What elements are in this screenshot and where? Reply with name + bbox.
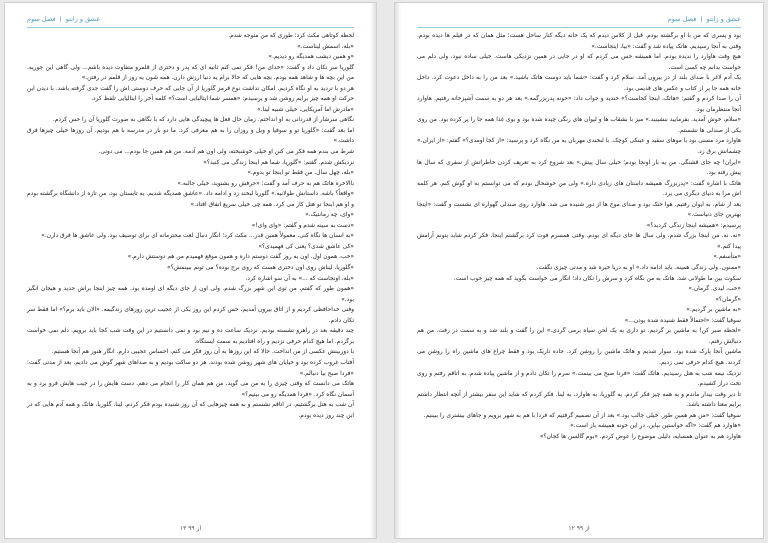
running-head bbox=[27, 15, 354, 23]
paragraph: «به ماشین بر گردیم.» bbox=[686, 307, 741, 314]
paragraph: «دست به سینه شدم و گفتم: «وای وای!» bbox=[251, 222, 354, 229]
paragraph: «گرمان؟» bbox=[715, 296, 741, 303]
paragraph: نگاهی سرشار از قدردانی به او انداختم. زمان حال فعل ها پیچیدگی هایی دارد که با نگاهی به صورت گلوریا آن را حس کردم. bbox=[52, 117, 354, 124]
paragraph: شرط می بندم همه فکر می کنن او خیلی خوشبخته، ولی اون هم آدمه. من هم همین جا بودم... می دونی. bbox=[98, 149, 354, 156]
page-number: ۱۳ از ۹۹ bbox=[179, 525, 202, 532]
paragraph: هیچ وقت هاوارد را ندیده بودم. اما همیشه حس می کردم که او در جایی در همین نزدیکی هاست. خیلی ساده نبود، ولی دلم می خواست بدانم چه کسی است. bbox=[417, 54, 741, 71]
paragraph: هاتک با اشاره گفت: «پدربزرگ همیشه داستان های زیادی داره.» ولی من خوشحال بودم که می توانستم به او گوش کنم. هر کلمه اش مرا به دنیای دیگری می برد. bbox=[417, 180, 741, 198]
paragraph: «وای، چه رمانتیک.» bbox=[305, 212, 354, 219]
paragraph: «بله، چهل سال. من فقط تو اینجا تو بدوم.» bbox=[247, 170, 354, 177]
paragraph: با دوربینش عکسی از من انداخت. حالا که این روزها به آن روز فکر می کنم، احساس عجیبی دارم. انگار هنوز هم آنجا هستیم. bbox=[51, 349, 354, 356]
gutter-shadow bbox=[395, 3, 401, 538]
paragraph: «نه، نه. من اینجا بزرگ شدم، ولی سال ها جای دیگه ای بودم. وقتی همسرم فوت کرد برگشتم اینجا. فکر کردم شاید بتونم آرامش پیدا کنم.» bbox=[417, 233, 741, 250]
paragraph: ماشین آنجا پارک شده بود. سوار شدیم و هاتک ماشین را روشن کرد. جاده تاریک بود و فقط چراغ های ماشین راه را روشن می کردند. هیچ کدام حرفی نمی زدیم. bbox=[417, 349, 741, 366]
paragraph: هاوارد مرد مسنی بود با موهای سفید و عینکی کوچک. با لبخندی مهربان به من نگاه کرد و پرسید: «از کجا اومدی؟» گفتم: «از ایران.» چشمانش برق زد. bbox=[417, 138, 741, 156]
paragraph: «گلوریا، لیناش روی اون دختری هست که روی برج بوده؟ می تونم ببینمش؟» bbox=[167, 265, 354, 272]
paragraph: نزدیک نیمه شب به هتل رسیدیم. هاتک گفت: «فردا صبح می بینمت.» سرم را تکان دادم و از ماشین پیاده شدم. به اتاقم رفتم و روی تخت دراز کشیدم. bbox=[417, 370, 741, 388]
paragraph: «به انسان ها نگاه کنی، معمولاً همین قدر... مکث کرد؛ انگار دنبال لغت محترمانه ای برای توصیف بود. ولی عاشق ها فرق دارن.» bbox=[41, 233, 354, 240]
paragraph: آفتاب غروب کرده بود و خیابان های شهر روشن شده بودند. هر دو ساکت بودیم و به صداهای شهر گوش می دادیم. بعد از مدتی گفت: «فردا صبح بیا دنبالم.» bbox=[27, 359, 354, 377]
paragraph: گلوریا سر تکان داد و گفت: «خداى من! فکر نمی کنم ثانیه ای که پدر و دختری از قلمرو متفاوت دیده باشم... ولی گاهی این جوریه. من این بچه ها و شاهد همه بودم. بچه هایی که حالا برام یه دنیا ارزش دارن. همه شون یه روز از قلمم در رفتن.» bbox=[27, 64, 354, 82]
paragraph: پرسیدم: «همیشه اینجا زندگی کردید؟» bbox=[646, 222, 741, 229]
chapter-title: فصل سوم bbox=[667, 15, 697, 23]
paragraph: باالاخره هاتک هم به حرف آمد و گفت: «حرفش رو بشنوید، خیلی جالبه.» bbox=[177, 180, 354, 187]
paragraph: «ایران! چه جای قشنگی. من یه بار اونجا بودم؛ خیلی سال پیش.» بعد شروع کرد به تعریف کردن خاطراتش از سفری که سال ها پیش رفته بود. bbox=[417, 159, 741, 177]
book-title: عشق و زانتو bbox=[706, 15, 741, 23]
paragraph: سوفیا گفت: «احتمالاً فقط شنیده شده بودن...» bbox=[624, 317, 741, 324]
paragraph: «بله، اونجاست که ...» به آن سو اشاره کرد. bbox=[245, 275, 354, 282]
header-separator: | bbox=[700, 15, 703, 23]
paragraph: «بله، اسمش لیناست.» bbox=[297, 43, 354, 50]
gutter-shadow bbox=[370, 3, 376, 538]
paragraph: آن شب به هتل برگشتیم. در اتاقم نشستم و به همه چیزهایی که آن روز شنیده بودم فکر کردم. لینا، گلوریا، هاتک و همه آدم هایی که در این چند روز دیده بودم. bbox=[27, 402, 354, 419]
book-title: عشق و زانتو bbox=[65, 15, 101, 23]
paragraph: هاوارد هم به عنوان همسایه، دلیلی موضوع را عوض کردم. «بوم گالسن ها کجان؟» bbox=[539, 433, 741, 440]
paragraph: چند دقیقه بعد در راهرو نشسته بودیم. نزدیک ساعت ده و نیم بود و نمی دانستیم در این وقت شب کجا باید برویم. دلم نمی خواست برگردم. اما هیچ کدام حرفی نزدیم و راه افتادیم به سمت ایستگاه. bbox=[27, 328, 354, 345]
paragraph: «لحظه صبر کن! به ماشین بر گردیم. تو داری به یک لحن سیاه برمی گردی.» این را گفت و بلند شد و به سمت در رفت. من هم دنبالش رفتم. bbox=[417, 328, 741, 345]
chapter-title: فصل سوم bbox=[27, 15, 56, 23]
left-page bbox=[4, 2, 377, 539]
paragraph: «متأسفم.» bbox=[713, 254, 741, 261]
paragraph: نزدیکش شدم. گفتم: «گلوریا، شما هم اینجا زندگی می کنید؟» bbox=[203, 159, 354, 166]
paragraph: هر دو با تردید به او نگاه کردیم. امکان نداشت نوع قرمز گلوریا از آن جایی که حرف دوستی اش را گفت جدی گرفته باشد. با دیدن این حرکت او همه چیز برایم روشن شد و پرسیدم: «همسر شما ایتالیایی است؟» کلمه آخر را ایتالیایی تلفظ کرد. bbox=[27, 85, 354, 103]
paragraph: بود و پسری که من با او برگشته بودم. قبل از کلاس دیدم که یک خانه دیگه کنار ساحل هست؛ مثل همان که در فیلم ها دیده بودم. وقتی به آنجا رسیدیم، هاتک پیاده شد و گفت: «بیا، اینجاست.» bbox=[417, 33, 741, 50]
running-head bbox=[417, 15, 741, 23]
paragraph: آن را صدا کردم و گفتم: «هاتک، اینجا کجاست؟» خندید و جواب داد: «خونه پدربزرگمه.» بعد هر دو به سمت آشپزخانه رفتیم. هاوارد آنجا منتظرمان بود. bbox=[417, 96, 741, 113]
paragraph: «کی عاشق شدی؟ یعنی کی فهمیدی؟» bbox=[258, 243, 354, 250]
page-number: ۱۲ از ۹۹ bbox=[568, 525, 590, 532]
header-rule bbox=[417, 27, 741, 28]
paragraph: «واقعاً؟ باشه. داستانش طولانیه.» گلوریا لبخند زد و ادامه داد. «عاشق همدیگه شدیم. یه تابستان بود، من تازه از دانشگاه برگشته بودم و او هم اینجا تو هتل کار می کرد. همه چی خیلی سریع اتفاق افتاد.» bbox=[27, 191, 354, 208]
paragraph: تا دیر وقت بیدار ماندم و به همه چیز فکر کردم. به گلوریا، به هاوارد، به لینا. فکر کردم که شاید این سفر بیشتر از آنچه انتظار داشتم برایم معنا داشته باشد. bbox=[417, 391, 741, 409]
paragraph: «خب، همون اول. اون یه روز گفت دوستم داره و همون موقع فهمیدم من هم دوستش دارم.» bbox=[127, 254, 354, 261]
right-page bbox=[394, 2, 764, 539]
paragraph: یک آدم لاغر با صدای بلند از در بیرون آمد. سلام کرد و گفت: «شما باید دوست هاتک باشید.» بعد من را به داخل دعوت کرد. داخل خانه همه جا پر از کتاب و عکس های قدیمی بود. bbox=[417, 75, 741, 92]
page-body-text bbox=[27, 31, 354, 421]
paragraph: سوفیا گفت: «من هم همین طور. خیلی جالب بود.» بعد از آن تصمیم گرفتیم که فردا با هم به شهر برویم و جاهای بیشتری را ببینیم. bbox=[423, 412, 741, 419]
paragraph: «مادرش اما آمریکایی، خیلی شبیه لینا.» bbox=[257, 106, 354, 113]
paragraph: «ممنون. ولی زندگی همینه. باید ادامه داد.» او به دریا خیره شد و مدتی چیزی نگفت. bbox=[536, 265, 741, 272]
paragraph: هاتک می دانست که وقتی چیزی را به من می گوید، من هم همان کار را انجام می دهم. دست هایش را در جیب هایش فرو برد و به آسمان نگاه کرد. «فردا همدیگه رو می بینیم؟» bbox=[27, 381, 354, 398]
page-body-text bbox=[417, 31, 741, 442]
paragraph: لحظه کوتاهی مکث کرد؛ طوری که من متوجه شدم. bbox=[228, 33, 354, 39]
paragraph: سکوت بین ما طولانی شد. هاتک به من نگاه کرد و سرش را تکان داد؛ انگار می خواست بگوید که همه چیز خوب است. bbox=[453, 275, 741, 282]
header-separator: | bbox=[59, 15, 62, 23]
paragraph: «خب، لیدی. گرمان.» bbox=[688, 286, 741, 293]
paragraph: وقتی خداحافظی کردیم و از اتاق بیرون آمدیم، حس کردم این روز یکی از عجیب ترین روزهای زندگیمه. «الان باید برم؟» اما فقط سر تکان دادم. bbox=[27, 307, 354, 324]
header-rule bbox=[27, 27, 354, 28]
paragraph: «سلام، خوش آمدید. بفرمایید بنشینید.» میز با بشقاب ها و لیوان های رنگی چیده شده بود و بوی غذا همه جا را پر کرده بود. من روی یکی از صندلی ها نشستم. bbox=[417, 117, 741, 134]
paragraph: «و همین دیشب همدیگه رو دیدیم.» bbox=[268, 54, 354, 61]
paragraph: اما بعد گفت: «گلوریا تو و سوفیا و ویل و روزان را به هم معرفی کرد. ما دو بار در مدرسه با هم بودیم. آن روزها خیلی چیزها فرق داشت.» bbox=[27, 127, 354, 145]
paragraph: «هاوارد هم گفت: «اگه خواستین بیاین، درِ این خونه همیشه باز است.» bbox=[570, 423, 741, 430]
paragraph: «همون طور که گفتم، من توی این شهر بزرگ شدم. ولی اون از جای دیگه ای اومده بود. همه چیز اینجا براش جدید و هیجان انگیز بود.» bbox=[27, 286, 354, 303]
paragraph: بعد از شام، به ایوان رفتیم. هوا خنک بود و صدای موج ها از دور شنیده می شد. هاوارد روی صندلی گهواره ای نشست و گفت: «اینجا بهترین جای دنیاست.» bbox=[417, 201, 741, 219]
